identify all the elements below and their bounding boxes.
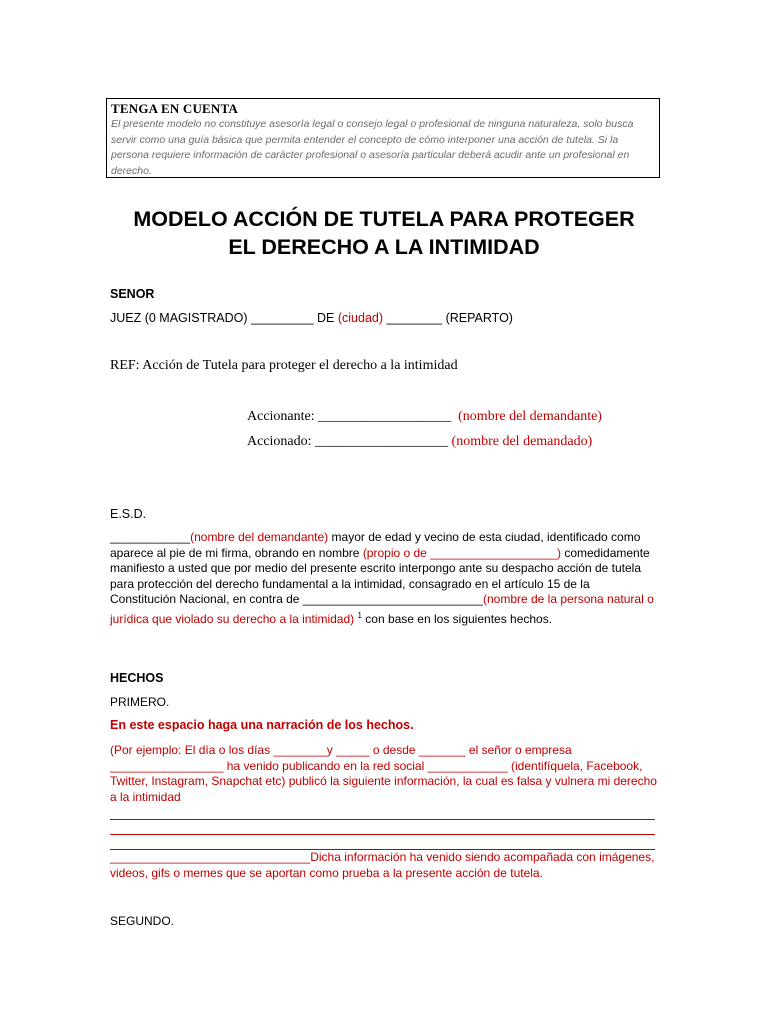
disclaimer-box — [106, 98, 660, 178]
document-title — [60, 205, 708, 261]
intro-text-2: comedidamente manifiesto a usted que por medio del presente escrito interpongo ante su despacho acción de tutela para protección del derecho fundamental a la intimidad, consagrado en el artículo 15 de la Constitución Nacional, en contra de — [110, 545, 650, 606]
accionado-hint: (nombre del demandado) — [451, 434, 593, 449]
hechos-example: (Por ejemplo: El día o los días ________y _____ o desde _______ el señor o empresa _________________ ha venido publicando en la red social ____________ (identifíquela, Facebook, Twitter, Instagram, Snapchat etc) publicó la siguiente información, la cual es falsa y vulnera mi derecho a la intimidad — [110, 743, 657, 804]
plaintiff-blank: ____________ — [110, 530, 191, 544]
accionante-label: Accionante: ___________________ — [247, 409, 452, 424]
plaintiff-hint: (nombre del demandante) — [190, 530, 329, 544]
primero-label: PRIMERO. — [110, 695, 170, 709]
intro-text-1: mayor de edad y vecino de esta ciudad, identificado como aparece al pie de mi firma, obrando en nombre — [110, 530, 641, 560]
hechos-tail — [110, 850, 658, 881]
segundo-label: SEGUNDO. — [110, 914, 175, 928]
accionado-line — [247, 433, 592, 450]
reference-line: REF: Acción de Tutela para proteger el derecho a la intimidad — [110, 358, 458, 373]
blank-line-2 — [110, 834, 655, 835]
hechos-instruction: En este espacio haga una narración de los hechos. — [110, 718, 414, 732]
blank-line-1 — [110, 819, 655, 820]
city-hint: (ciudad) — [337, 311, 384, 325]
footnote-marker: 1 — [357, 610, 362, 620]
disclaimer-title: TENGA EN CUENTA — [111, 101, 239, 116]
disclaimer-text: El presente modelo no constituye asesoría legal o consejo legal o profesional de ninguna naturaleza, solo busca servir como una guía básica que permita entender el concepto de cómo interponer una acción de tutela. Si la persona requiere información de carácter profesional o asesoría particular deberá acudir ante un profesional en derecho. — [111, 118, 634, 177]
title-line-1: MODELO ACCIÓN DE TUTELA PARA PROTEGER — [133, 207, 635, 231]
defendant-blank: ___________________________ — [302, 592, 483, 606]
tail-blank: ______________________________ — [110, 850, 311, 864]
behalf-hint: (propio o de ___________________) — [362, 545, 561, 560]
hechos-heading: HECHOS — [110, 671, 164, 685]
title-line-2: EL DERECHO A LA INTIMIDAD — [228, 235, 540, 259]
defendant-hint: (nombre de la persona natural o jurídica que violado su derecho a la intimidad) — [110, 592, 654, 626]
addressee-line — [110, 311, 513, 326]
reparto-text: ________ (REPARTO) — [383, 311, 513, 325]
esd-line: E.S.D. — [110, 507, 147, 521]
addressee-heading: SENOR — [110, 287, 155, 301]
intro-text-3: con base en los siguientes hechos. — [361, 611, 553, 626]
judge-text: JUEZ (0 MAGISTRADO) _________ DE — [110, 311, 338, 325]
accionante-hint: (nombre del demandante) — [458, 409, 602, 424]
tail-text: Dicha información ha venido siendo acompañada con imágenes, videos, gifs o memes que se aportan como prueba a la presente acción de tutela. — [110, 850, 655, 880]
accionante-line — [247, 408, 602, 425]
accionado-label: Accionado: ___________________ — [247, 434, 449, 449]
intro-paragraph — [110, 530, 658, 627]
